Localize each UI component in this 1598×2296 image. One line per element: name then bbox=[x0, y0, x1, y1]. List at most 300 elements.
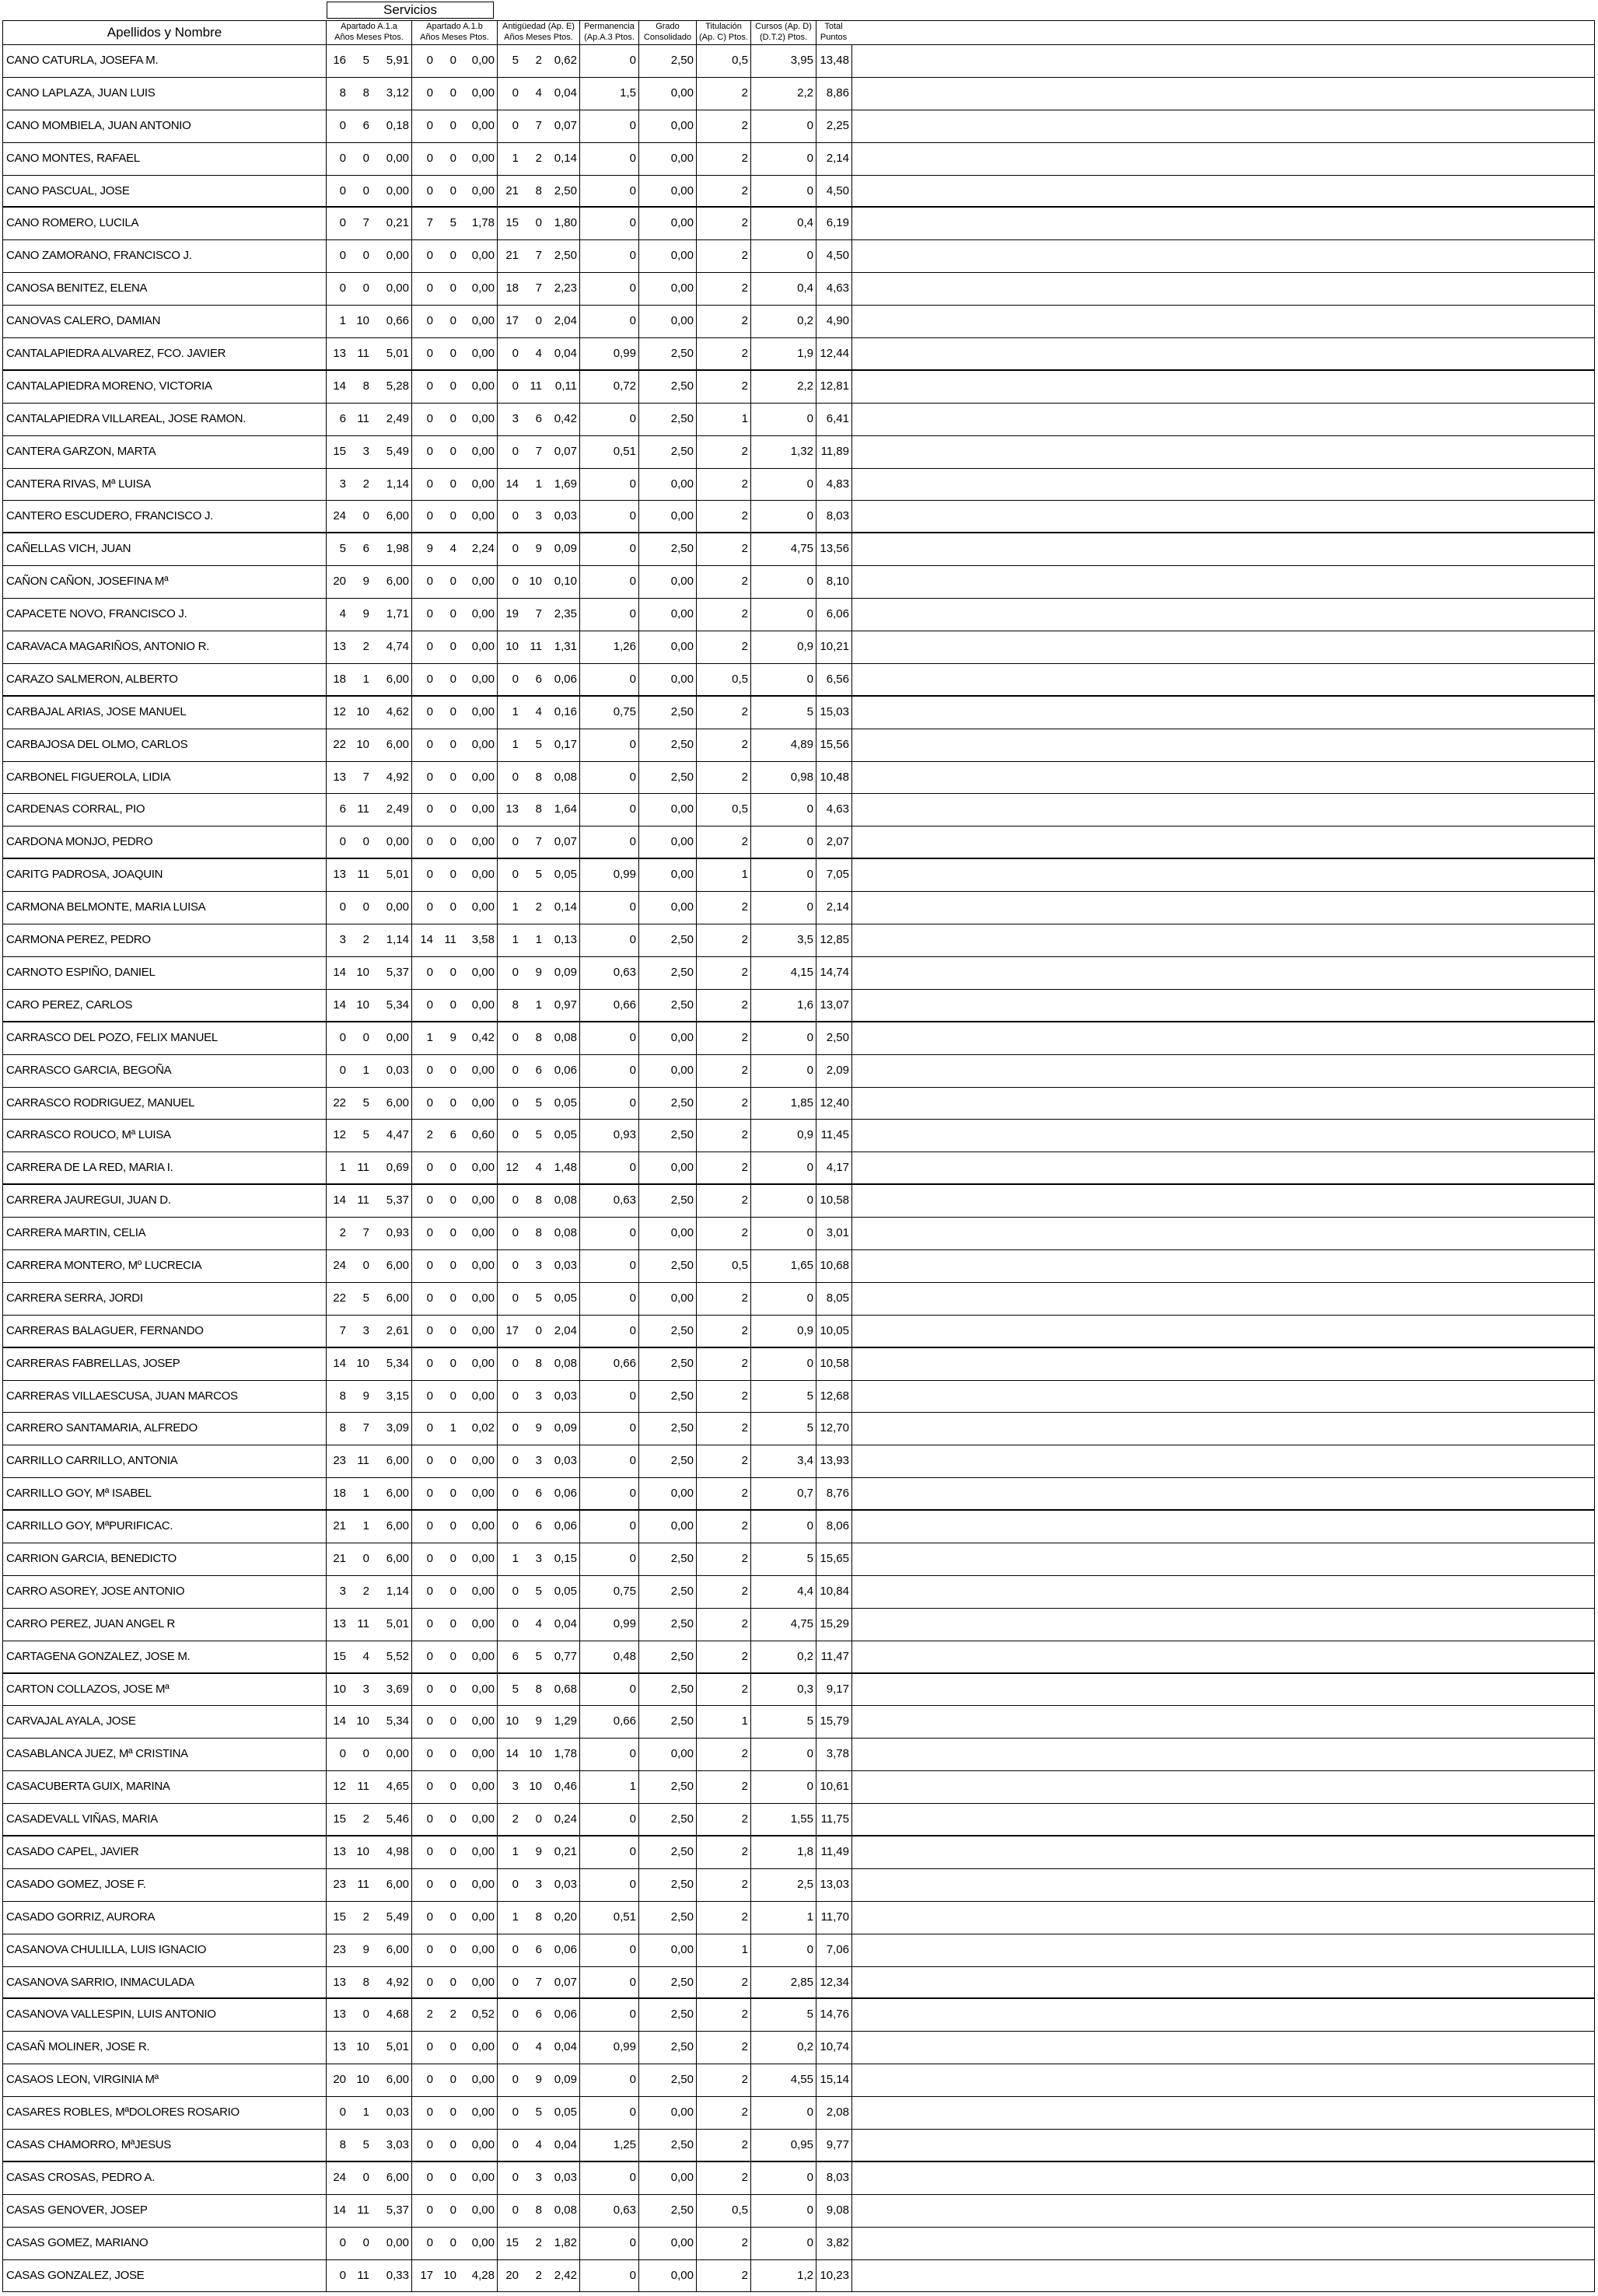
cell-ant-meses: 4 bbox=[535, 2138, 542, 2151]
cell-titulacion: 0,5 bbox=[697, 45, 751, 77]
cell-cursos: 0 bbox=[751, 469, 816, 501]
cell-total: 4,63 bbox=[816, 273, 852, 305]
cell-total: 10,23 bbox=[816, 2260, 852, 2292]
cell-cursos: 0 bbox=[751, 892, 816, 924]
cell-ant-ptos: 0,03 bbox=[544, 2162, 580, 2194]
cell-titulacion: 2 bbox=[697, 1543, 751, 1575]
cell-a1a-ptos: 5,34 bbox=[372, 1706, 412, 1738]
cell-permanencia: 0 bbox=[580, 208, 639, 239]
cell-cursos: 0,95 bbox=[751, 2130, 816, 2161]
cell-cursos: 3,4 bbox=[751, 1445, 816, 1477]
table-row bbox=[2, 990, 1595, 1022]
cell-total: 8,06 bbox=[816, 1511, 852, 1543]
cell-a1b-anos: 0 bbox=[426, 770, 433, 784]
cell-permanencia: 0 bbox=[580, 1967, 639, 1998]
cell-a1b-ptos: 0,00 bbox=[459, 1152, 498, 1183]
cell-a1b-meses: 0 bbox=[449, 1844, 456, 1858]
cell-ant-meses: 2 bbox=[535, 2235, 542, 2249]
cell-grado: 2,50 bbox=[639, 1381, 697, 1413]
cell-grado: 0,00 bbox=[639, 631, 697, 663]
cell-ant-meses: 2 bbox=[535, 54, 542, 67]
cell-ant-ptos: 2,23 bbox=[544, 273, 580, 305]
cell-cursos: 0 bbox=[751, 176, 816, 207]
cell-permanencia: 0 bbox=[580, 143, 639, 175]
cell-a1a-meses: 11 bbox=[357, 2268, 369, 2282]
cell-name: CARRERA MARTIN, CELIA bbox=[3, 1218, 327, 1249]
cell-ant-ptos: 0,08 bbox=[544, 2195, 580, 2227]
cell-a1a-ptos: 5,91 bbox=[372, 45, 412, 77]
cell-grado: 2,50 bbox=[639, 990, 697, 1021]
cell-a1a-ptos: 6,00 bbox=[372, 1511, 412, 1543]
cell-permanencia: 0,99 bbox=[580, 1609, 639, 1641]
cell-ant-anos: 1 bbox=[512, 933, 519, 947]
table-row bbox=[2, 1641, 1595, 1674]
header-antiguedad: Antigüedad (Ap. E) Años Meses Ptos. bbox=[498, 21, 580, 44]
cell-ant-anos: 12 bbox=[505, 1161, 519, 1175]
cell-titulacion: 2 bbox=[697, 1771, 751, 1803]
cell-a1b-ptos: 0,00 bbox=[459, 794, 498, 826]
cell-a1a-anos: 13 bbox=[333, 1844, 346, 1858]
cell-a1a-anos: 15 bbox=[333, 1812, 346, 1826]
cell-a1b-anos: 0 bbox=[426, 2138, 433, 2151]
cell-cursos: 0 bbox=[751, 826, 816, 858]
cell-ant-meses: 3 bbox=[535, 2170, 542, 2184]
cell-ant-meses: 0 bbox=[535, 1812, 542, 1826]
cell-permanencia: 0 bbox=[580, 404, 639, 435]
cell-a1a-ptos: 5,49 bbox=[372, 1902, 412, 1934]
cell-a1b-anos: 0 bbox=[426, 1226, 433, 1240]
cell-total: 10,61 bbox=[816, 1771, 852, 1803]
cell-ant-ptos: 2,04 bbox=[544, 1316, 580, 1347]
cell-total: 8,05 bbox=[816, 1283, 852, 1315]
cell-ant-anos: 14 bbox=[505, 477, 519, 491]
cell-name: CASAOS LEON, VIRGINIA Mª bbox=[3, 2064, 327, 2096]
cell-a1b-ptos: 0,00 bbox=[459, 859, 498, 891]
cell-a1a-ptos: 3,09 bbox=[372, 1413, 412, 1445]
cell-grado: 0,00 bbox=[639, 110, 697, 142]
table-row bbox=[2, 1316, 1595, 1348]
cell-permanencia: 0,75 bbox=[580, 697, 639, 729]
cell-titulacion: 1 bbox=[697, 859, 751, 891]
cell-name: CASADEVALL VIÑAS, MARIA bbox=[3, 1804, 327, 1835]
cell-permanencia: 0 bbox=[580, 2162, 639, 2194]
table-row bbox=[2, 501, 1595, 533]
cell-a1a-anos: 18 bbox=[333, 1487, 346, 1501]
cell-a1b-anos: 0 bbox=[426, 1551, 433, 1565]
cell-ant-meses: 4 bbox=[535, 86, 542, 100]
cell-total: 12,85 bbox=[816, 924, 852, 956]
cell-total: 2,25 bbox=[816, 110, 852, 142]
cell-ant-anos: 2 bbox=[512, 1812, 519, 1826]
cell-a1a-anos: 20 bbox=[333, 2073, 346, 2087]
cell-a1a-ptos: 1,98 bbox=[372, 533, 412, 565]
cell-grado: 0,00 bbox=[639, 1511, 697, 1543]
cell-ant-meses: 1 bbox=[535, 998, 542, 1012]
cell-a1a-anos: 15 bbox=[333, 1910, 346, 1924]
cell-a1b-ptos: 0,00 bbox=[459, 1934, 498, 1966]
cell-a1a-anos: 10 bbox=[333, 1682, 346, 1696]
cell-titulacion: 2 bbox=[697, 892, 751, 924]
cell-titulacion: 2 bbox=[697, 762, 751, 794]
cell-a1a-anos: 23 bbox=[333, 1454, 346, 1468]
cell-titulacion: 2 bbox=[697, 1804, 751, 1835]
cell-total: 8,03 bbox=[816, 2162, 852, 2194]
cell-a1a-ptos: 2,49 bbox=[372, 794, 412, 826]
cell-grado: 0,00 bbox=[639, 859, 697, 891]
cell-titulacion: 2 bbox=[697, 501, 751, 532]
cell-a1b-anos: 2 bbox=[426, 2008, 433, 2022]
cell-total: 10,58 bbox=[816, 1348, 852, 1380]
cell-a1a-anos: 14 bbox=[333, 1714, 346, 1728]
cell-a1a-ptos: 5,49 bbox=[372, 436, 412, 468]
cell-a1a-ptos: 6,00 bbox=[372, 2162, 412, 2194]
cell-a1a-meses: 0 bbox=[362, 2008, 369, 2022]
cell-total: 11,47 bbox=[816, 1641, 852, 1672]
cell-a1b-meses: 0 bbox=[449, 183, 456, 197]
cell-ant-ptos: 0,04 bbox=[544, 2032, 580, 2064]
cell-cursos: 1 bbox=[751, 1902, 816, 1934]
cell-total: 6,19 bbox=[816, 208, 852, 239]
cell-ant-ptos: 0,07 bbox=[544, 826, 580, 858]
cell-ant-meses: 8 bbox=[535, 1193, 542, 1207]
cell-ant-meses: 1 bbox=[535, 477, 542, 491]
cell-permanencia: 0 bbox=[580, 1804, 639, 1835]
cell-a1b-meses: 0 bbox=[449, 1812, 456, 1826]
cell-ant-ptos: 0,06 bbox=[544, 664, 580, 695]
cell-a1a-meses: 10 bbox=[356, 704, 369, 718]
cell-ant-anos: 0 bbox=[512, 1877, 519, 1891]
cell-cursos: 0,2 bbox=[751, 2032, 816, 2064]
cell-ant-ptos: 0,09 bbox=[544, 2064, 580, 2096]
cell-ant-anos: 1 bbox=[512, 1844, 519, 1858]
cell-a1a-ptos: 0,66 bbox=[372, 306, 412, 337]
cell-total: 10,48 bbox=[816, 762, 852, 794]
cell-a1a-meses: 1 bbox=[362, 1487, 369, 1501]
cell-grado: 2,50 bbox=[639, 2032, 697, 2064]
cell-titulacion: 2 bbox=[697, 1316, 751, 1347]
cell-titulacion: 2 bbox=[697, 1739, 751, 1770]
cell-cursos: 1,2 bbox=[751, 2260, 816, 2292]
cell-ant-meses: 8 bbox=[535, 183, 542, 197]
cell-a1a-ptos: 4,92 bbox=[372, 1967, 412, 1998]
cell-titulacion: 2 bbox=[697, 306, 751, 337]
cell-grado: 0,00 bbox=[639, 208, 697, 239]
cell-permanencia: 0,66 bbox=[580, 990, 639, 1021]
cell-a1a-ptos: 6,00 bbox=[372, 1543, 412, 1575]
cell-a1b-ptos: 0,00 bbox=[459, 1283, 498, 1315]
cell-a1b-meses: 0 bbox=[449, 1063, 456, 1077]
cell-ant-ptos: 2,04 bbox=[544, 306, 580, 337]
cell-total: 9,77 bbox=[816, 2130, 852, 2161]
cell-a1b-meses: 0 bbox=[449, 1389, 456, 1403]
cell-permanencia: 0 bbox=[580, 1250, 639, 1282]
cell-ant-anos: 0 bbox=[512, 2170, 519, 2184]
cell-cursos: 4,55 bbox=[751, 2064, 816, 2096]
cell-grado: 0,00 bbox=[639, 1152, 697, 1183]
table-row bbox=[2, 1250, 1595, 1283]
cell-a1b-ptos: 0,00 bbox=[459, 957, 498, 989]
cell-a1a-meses: 10 bbox=[356, 1714, 369, 1728]
cell-ant-meses: 9 bbox=[535, 1844, 542, 1858]
table-row bbox=[2, 176, 1595, 208]
cell-total: 13,03 bbox=[816, 1869, 852, 1901]
cell-a1a-meses: 7 bbox=[362, 770, 369, 784]
cell-ant-anos: 0 bbox=[512, 1030, 519, 1044]
cell-a1a-ptos: 5,01 bbox=[372, 338, 412, 369]
cell-a1a-ptos: 6,00 bbox=[372, 1934, 412, 1966]
cell-a1a-ptos: 0,00 bbox=[372, 1739, 412, 1770]
cell-total: 2,07 bbox=[816, 826, 852, 858]
cell-a1b-ptos: 0,00 bbox=[459, 892, 498, 924]
cell-a1b-anos: 0 bbox=[426, 444, 433, 458]
cell-a1a-meses: 2 bbox=[362, 1910, 369, 1924]
cell-a1b-meses: 0 bbox=[449, 1877, 456, 1891]
cell-titulacion: 2 bbox=[697, 2260, 751, 2292]
cell-a1b-meses: 5 bbox=[449, 216, 456, 230]
cell-titulacion: 2 bbox=[697, 1478, 751, 1509]
cell-permanencia: 0 bbox=[580, 892, 639, 924]
cell-ant-anos: 0 bbox=[512, 965, 519, 979]
cell-titulacion: 2 bbox=[697, 1185, 751, 1217]
cell-a1b-meses: 0 bbox=[449, 411, 456, 425]
cell-ant-meses: 11 bbox=[530, 640, 542, 654]
cell-cursos: 1,85 bbox=[751, 1088, 816, 1120]
cell-a1b-meses: 0 bbox=[449, 900, 456, 914]
table-row bbox=[2, 2130, 1595, 2162]
cell-cursos: 0 bbox=[751, 1152, 816, 1183]
table-row bbox=[2, 1152, 1595, 1185]
cell-name: CARRERA SERRA, JORDI bbox=[3, 1283, 327, 1315]
cell-a1a-ptos: 0,00 bbox=[372, 2228, 412, 2259]
cell-titulacion: 2 bbox=[697, 371, 751, 403]
cell-grado: 2,50 bbox=[639, 1967, 697, 1998]
cell-a1a-anos: 23 bbox=[333, 1877, 346, 1891]
cell-grado: 2,50 bbox=[639, 2195, 697, 2227]
cell-total: 4,63 bbox=[816, 794, 852, 826]
cell-a1a-meses: 2 bbox=[362, 1584, 369, 1598]
cell-permanencia: 0 bbox=[580, 2064, 639, 2096]
cell-a1b-ptos: 0,00 bbox=[459, 2064, 498, 2096]
table-row bbox=[2, 1218, 1595, 1250]
cell-ant-meses: 6 bbox=[535, 1063, 542, 1077]
cell-a1a-anos: 0 bbox=[339, 835, 346, 849]
cell-total: 2,08 bbox=[816, 2097, 852, 2129]
cell-permanencia: 0 bbox=[580, 1381, 639, 1413]
cell-a1b-meses: 0 bbox=[449, 2203, 456, 2217]
cell-a1a-ptos: 4,68 bbox=[372, 1999, 412, 2031]
cell-cursos: 0 bbox=[751, 1511, 816, 1543]
cell-permanencia: 0 bbox=[580, 566, 639, 598]
cell-cursos: 0 bbox=[751, 1185, 816, 1217]
cell-ant-ptos: 2,50 bbox=[544, 240, 580, 272]
cell-a1a-ptos: 6,00 bbox=[372, 501, 412, 532]
cell-ant-meses: 3 bbox=[535, 1258, 542, 1272]
cell-ant-anos: 18 bbox=[505, 281, 519, 295]
cell-a1a-anos: 8 bbox=[339, 1421, 346, 1435]
cell-a1b-anos: 0 bbox=[426, 607, 433, 621]
cell-ant-anos: 0 bbox=[512, 2203, 519, 2217]
cell-permanencia: 0,48 bbox=[580, 1641, 639, 1672]
cell-a1b-ptos: 0,00 bbox=[459, 599, 498, 631]
cell-grado: 0,00 bbox=[639, 273, 697, 305]
cell-a1b-anos: 0 bbox=[426, 802, 433, 816]
cell-ant-anos: 10 bbox=[505, 640, 519, 654]
cell-ant-meses: 4 bbox=[535, 347, 542, 361]
cell-name: CASANOVA SARRIO, INMACULADA bbox=[3, 1967, 327, 1998]
cell-a1b-ptos: 0,00 bbox=[459, 1609, 498, 1641]
cell-total: 13,07 bbox=[816, 990, 852, 1021]
cell-a1b-meses: 0 bbox=[449, 835, 456, 849]
cell-titulacion: 2 bbox=[697, 2130, 751, 2161]
cell-a1a-anos: 1 bbox=[339, 1161, 346, 1175]
cell-a1a-ptos: 1,14 bbox=[372, 469, 412, 501]
cell-a1a-meses: 10 bbox=[356, 2040, 369, 2054]
cell-a1a-anos: 23 bbox=[333, 1942, 346, 1956]
table-body bbox=[2, 45, 1595, 2292]
cell-a1b-ptos: 0,00 bbox=[459, 404, 498, 435]
cell-total: 9,17 bbox=[816, 1674, 852, 1706]
cell-a1a-meses: 1 bbox=[362, 1063, 369, 1077]
table-row bbox=[2, 1869, 1595, 1902]
cell-a1b-meses: 0 bbox=[449, 1942, 456, 1956]
cell-a1a-meses: 0 bbox=[362, 900, 369, 914]
cell-titulacion: 2 bbox=[697, 1055, 751, 1087]
cell-a1b-ptos: 0,52 bbox=[459, 1999, 498, 2031]
cell-a1a-meses: 0 bbox=[362, 151, 369, 165]
cell-a1b-ptos: 1,78 bbox=[459, 208, 498, 239]
cell-total: 11,49 bbox=[816, 1836, 852, 1868]
cell-ant-anos: 0 bbox=[512, 86, 519, 100]
cell-name: CARBAJAL ARIAS, JOSE MANUEL bbox=[3, 697, 327, 729]
cell-name: CANO MOMBIELA, JUAN ANTONIO bbox=[3, 110, 327, 142]
cell-a1a-anos: 0 bbox=[339, 2106, 346, 2120]
cell-cursos: 0 bbox=[751, 143, 816, 175]
cell-ant-anos: 1 bbox=[512, 1551, 519, 1565]
cell-a1a-ptos: 0,18 bbox=[372, 110, 412, 142]
cell-name: CANTERA RIVAS, Mª LUISA bbox=[3, 469, 327, 501]
cell-ant-meses: 7 bbox=[535, 607, 542, 621]
cell-a1b-ptos: 0,00 bbox=[459, 1511, 498, 1543]
cell-titulacion: 2 bbox=[697, 110, 751, 142]
cell-ant-meses: 3 bbox=[535, 1389, 542, 1403]
cell-ant-anos: 0 bbox=[512, 672, 519, 686]
cell-a1b-anos: 0 bbox=[426, 2106, 433, 2120]
cell-a1a-ptos: 5,46 bbox=[372, 1804, 412, 1835]
cell-name: CANTALAPIEDRA MORENO, VICTORIA bbox=[3, 371, 327, 403]
cell-grado: 2,50 bbox=[639, 1674, 697, 1706]
cell-ant-anos: 0 bbox=[512, 835, 519, 849]
cell-titulacion: 2 bbox=[697, 2162, 751, 2194]
cell-a1a-anos: 20 bbox=[333, 575, 346, 589]
cell-a1b-ptos: 0,00 bbox=[459, 1218, 498, 1249]
cell-a1a-ptos: 0,21 bbox=[372, 208, 412, 239]
cell-grado: 2,50 bbox=[639, 957, 697, 989]
cell-a1a-ptos: 0,93 bbox=[372, 1218, 412, 1249]
cell-a1b-ptos: 0,00 bbox=[459, 1445, 498, 1477]
cell-grado: 2,50 bbox=[639, 697, 697, 729]
cell-ant-anos: 3 bbox=[512, 1780, 519, 1794]
cell-a1a-meses: 11 bbox=[357, 802, 369, 816]
cell-ant-anos: 13 bbox=[505, 802, 519, 816]
cell-name: CARTAGENA GONZALEZ, JOSE M. bbox=[3, 1641, 327, 1672]
cell-ant-ptos: 0,05 bbox=[544, 2097, 580, 2129]
cell-ant-anos: 0 bbox=[512, 1128, 519, 1142]
cell-cursos: 0 bbox=[751, 404, 816, 435]
cell-permanencia: 0 bbox=[580, 273, 639, 305]
cell-grado: 2,50 bbox=[639, 1445, 697, 1477]
cell-a1a-anos: 14 bbox=[333, 965, 346, 979]
cell-a1a-ptos: 5,01 bbox=[372, 859, 412, 891]
cell-name: CASABLANCA JUEZ, Mª CRISTINA bbox=[3, 1739, 327, 1770]
cell-ant-ptos: 0,13 bbox=[544, 924, 580, 956]
cell-name: CARDENAS CORRAL, PIO bbox=[3, 794, 327, 826]
cell-ant-ptos: 0,15 bbox=[544, 1543, 580, 1575]
table-row bbox=[2, 2228, 1595, 2260]
cell-a1b-meses: 0 bbox=[449, 86, 456, 100]
cell-a1b-ptos: 0,00 bbox=[459, 338, 498, 369]
cell-ant-meses: 2 bbox=[535, 2268, 542, 2282]
cell-cursos: 0,98 bbox=[751, 762, 816, 794]
cell-total: 13,56 bbox=[816, 533, 852, 565]
cell-name: CARTON COLLAZOS, JOSE Mª bbox=[3, 1674, 327, 1706]
cell-cursos: 0 bbox=[751, 501, 816, 532]
cell-a1b-meses: 0 bbox=[449, 1616, 456, 1630]
cell-a1b-meses: 0 bbox=[449, 1551, 456, 1565]
cell-a1b-ptos: 0,00 bbox=[459, 664, 498, 695]
cell-cursos: 0 bbox=[751, 2195, 816, 2227]
cell-a1a-ptos: 5,01 bbox=[372, 1609, 412, 1641]
cell-ant-ptos: 0,03 bbox=[544, 1381, 580, 1413]
cell-a1b-ptos: 0,00 bbox=[459, 990, 498, 1021]
cell-ant-meses: 5 bbox=[535, 737, 542, 751]
cell-grado: 2,50 bbox=[639, 1120, 697, 1151]
cell-name: CARRILLO GOY, MªPURIFICAC. bbox=[3, 1511, 327, 1543]
cell-a1b-ptos: 0,02 bbox=[459, 1413, 498, 1445]
cell-name: CASADO GOMEZ, JOSE F. bbox=[3, 1869, 327, 1901]
header-a1a: Apartado A.1.a Años Meses Ptos. bbox=[327, 21, 412, 44]
cell-permanencia: 0 bbox=[580, 240, 639, 272]
cell-a1b-meses: 0 bbox=[449, 1454, 456, 1468]
cell-a1b-anos: 0 bbox=[426, 1942, 433, 1956]
cell-name: CASADO CAPEL, JAVIER bbox=[3, 1836, 327, 1868]
cell-a1a-ptos: 6,00 bbox=[372, 1869, 412, 1901]
cell-ant-meses: 4 bbox=[535, 704, 542, 718]
cell-grado: 2,50 bbox=[639, 1185, 697, 1217]
cell-a1a-meses: 9 bbox=[362, 607, 369, 621]
cell-cursos: 5 bbox=[751, 697, 816, 729]
cell-ant-ptos: 0,06 bbox=[544, 1055, 580, 1087]
cell-a1a-ptos: 4,47 bbox=[372, 1120, 412, 1151]
cell-grado: 2,50 bbox=[639, 729, 697, 761]
table-row bbox=[2, 762, 1595, 795]
cell-name: CASADO GORRIZ, AURORA bbox=[3, 1902, 327, 1934]
cell-total: 4,17 bbox=[816, 1152, 852, 1183]
cell-ant-anos: 17 bbox=[505, 1323, 519, 1337]
cell-a1b-anos: 1 bbox=[426, 1030, 433, 1044]
cell-a1a-meses: 5 bbox=[362, 2138, 369, 2151]
cell-permanencia: 0 bbox=[580, 1316, 639, 1347]
cell-ant-meses: 6 bbox=[535, 1519, 542, 1533]
cell-permanencia: 0 bbox=[580, 1869, 639, 1901]
cell-total: 15,65 bbox=[816, 1543, 852, 1575]
cell-permanencia: 0 bbox=[580, 729, 639, 761]
cell-ant-ptos: 0,17 bbox=[544, 729, 580, 761]
table-row bbox=[2, 1055, 1595, 1088]
cell-a1b-ptos: 0,00 bbox=[459, 1771, 498, 1803]
cell-a1b-anos: 0 bbox=[426, 411, 433, 425]
table-row bbox=[2, 892, 1595, 924]
cell-a1a-ptos: 1,14 bbox=[372, 924, 412, 956]
